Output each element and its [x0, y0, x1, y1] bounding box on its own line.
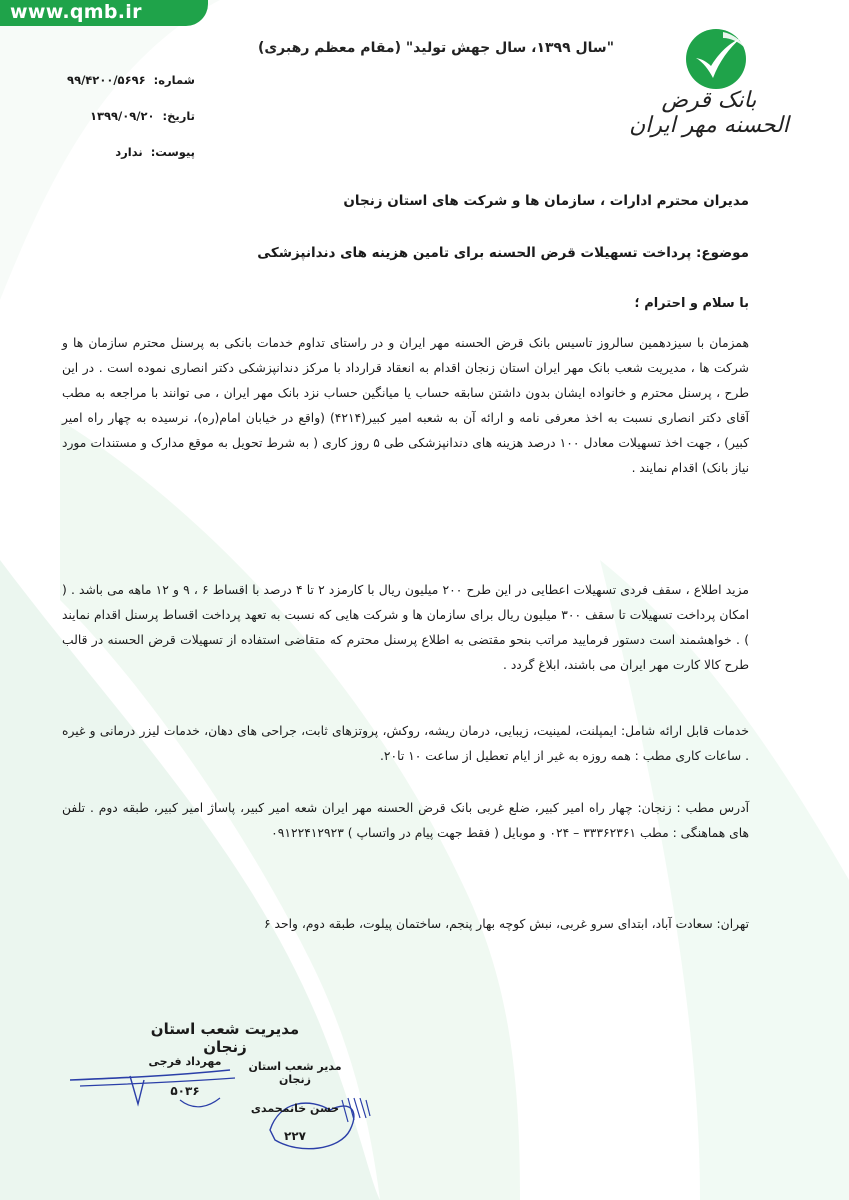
body-paragraph: خدمات قابل ارائه شامل: ایمپلنت، لمینیت، زیبایی، درمان ریشه، روکش، پروتزهای ثابت، جراحی های دهان، خدمات لیزر درمانی و غیره . ساعات کاری مطب : همه روزه به غیر از ایام تعطیل از ساعت ۱۰ تا۲۰. — [62, 724, 749, 763]
letter-date — [55, 98, 195, 134]
checkmark-leaf-icon — [683, 28, 749, 90]
letter-attachment — [55, 134, 195, 170]
letter-date-value: ۱۳۹۹/۰۹/۲۰ — [89, 109, 155, 123]
letter-subject: موضوع: پرداخت تسهیلات قرض الحسنه برای تامین هزینه های دندانپزشکی — [257, 245, 749, 261]
letter-addressee: مدیران محترم ادارات ، سازمان ها و شرکت های استان زنجان — [343, 193, 749, 209]
letter-number — [55, 62, 195, 98]
letter-attachment-value: ندارد — [115, 145, 143, 159]
body-paragraph: مزید اطلاع ، سقف فردی تسهیلات اعطایی در این طرح ۲۰۰ میلیون ریال با کارمزد ۲ تا ۴ درصد با اقساط ۶ ، ۹ و ۱۲ ماهه می باشد . ( امکان پرداخت تسهیلات تا سقف ۳۰۰ میلیون ریال برای سازمان ها و شرکت هایی که نسبت به تعهد پرداخت اقساط پرسنل اقدام نمایند ) . خواهشمند است دستور فرمایید مراتب بنحو مقتضی به اطلاع پرسنل محترم که متقاضی استفاده از تسهیلات قرض الحسنه در قالب طرح کالا کارت مهر ایران می باشند، ابلاغ گردد . — [62, 583, 749, 672]
signatory-right — [240, 1060, 350, 1143]
letter-number-value: ۹۹/۴۲۰۰/۵۶۹۶ — [67, 73, 146, 87]
letter-greeting: با سلام و احترام ؛ — [634, 296, 749, 311]
body-paragraph: همزمان با سیزدهمین سالروز تاسیس بانک قرض الحسنه مهر ایران و در راستای تداوم خدمات بانکی به پرسنل محترم سازمان ها و شرکت ها ، مدیریت شعب بانک مهر ایران استان زنجان اقدام به انعقاد قرارداد با مرکز دندانپزشکی دکتر انصاری نموده است . در این طرح ، پرسنل محترم و خانواده ایشان بدون داشتن سابقه حساب یا میانگین حساب نزد بانک مهر ایران ، می توانند با مراجعه به مطب آقای دکتر انصاری نسبت به اخذ معرفی نامه و ارائه آن به شعبه امیر کبیر(۴۲۱۴) (واقع در خیابان امام(ره)، نرسیده به چهار راه امیر کبیر) ، جهت اخذ تسهیلات معادل ۱۰۰ درصد هزینه های دندانپزشکی طی ۵ روز کاری ( به شرط تحویل به موقع مدارک و مستندات مورد نیاز بانک) اقدام نمایند . — [62, 336, 750, 475]
signatory-left — [130, 1055, 240, 1098]
signatory-right-role: مدیر شعب استان زنجان — [248, 1060, 342, 1086]
letter-attachment-label: پیوست: — [150, 145, 195, 159]
signatory-left-name: مهرداد فرجی — [148, 1055, 222, 1068]
website-badge[interactable]: www.qmb.ir — [0, 0, 208, 26]
body-paragraph: آدرس مطب : زنجان: چهار راه امیر کبیر، ضلع غربی بانک قرض الحسنه مهر ایران شعه امیر کبیر، پاساژ امیر کبیر، طبقه دوم . تلفن های هماهنگی : مطب ۳۳۳۶۲۳۶۱ – ۰۲۴ و موبایل ( فقط جهت پیام در واتساپ ) ۰۹۱۲۲۴۱۲۹۲۳ — [62, 801, 749, 840]
signatory-right-name: حسن خانمحمدی — [250, 1102, 340, 1115]
signatory-left-code: ۵۰۳۶ — [170, 1084, 200, 1098]
letter-metadata — [55, 62, 195, 170]
body-paragraph: تهران: سعادت آباد، ابتدای سرو غربی، نبش کوچه بهار پنجم، ساختمان پیلوت، طبقه دوم، واحد ۶ — [264, 917, 749, 931]
signature-office: مدیریت شعب استان زنجان — [150, 1020, 300, 1056]
letter-date-label: تاریخ: — [162, 109, 195, 123]
slogan: "سال ۱۳۹۹، سال جهش تولید" (مقام معظم رهبری) — [257, 40, 614, 56]
letter-number-label: شماره: — [153, 73, 195, 87]
bank-name-logotype: بانک قرض الحسنه مهر ایران — [629, 88, 789, 138]
signatory-right-code: ۲۲۷ — [284, 1129, 306, 1143]
